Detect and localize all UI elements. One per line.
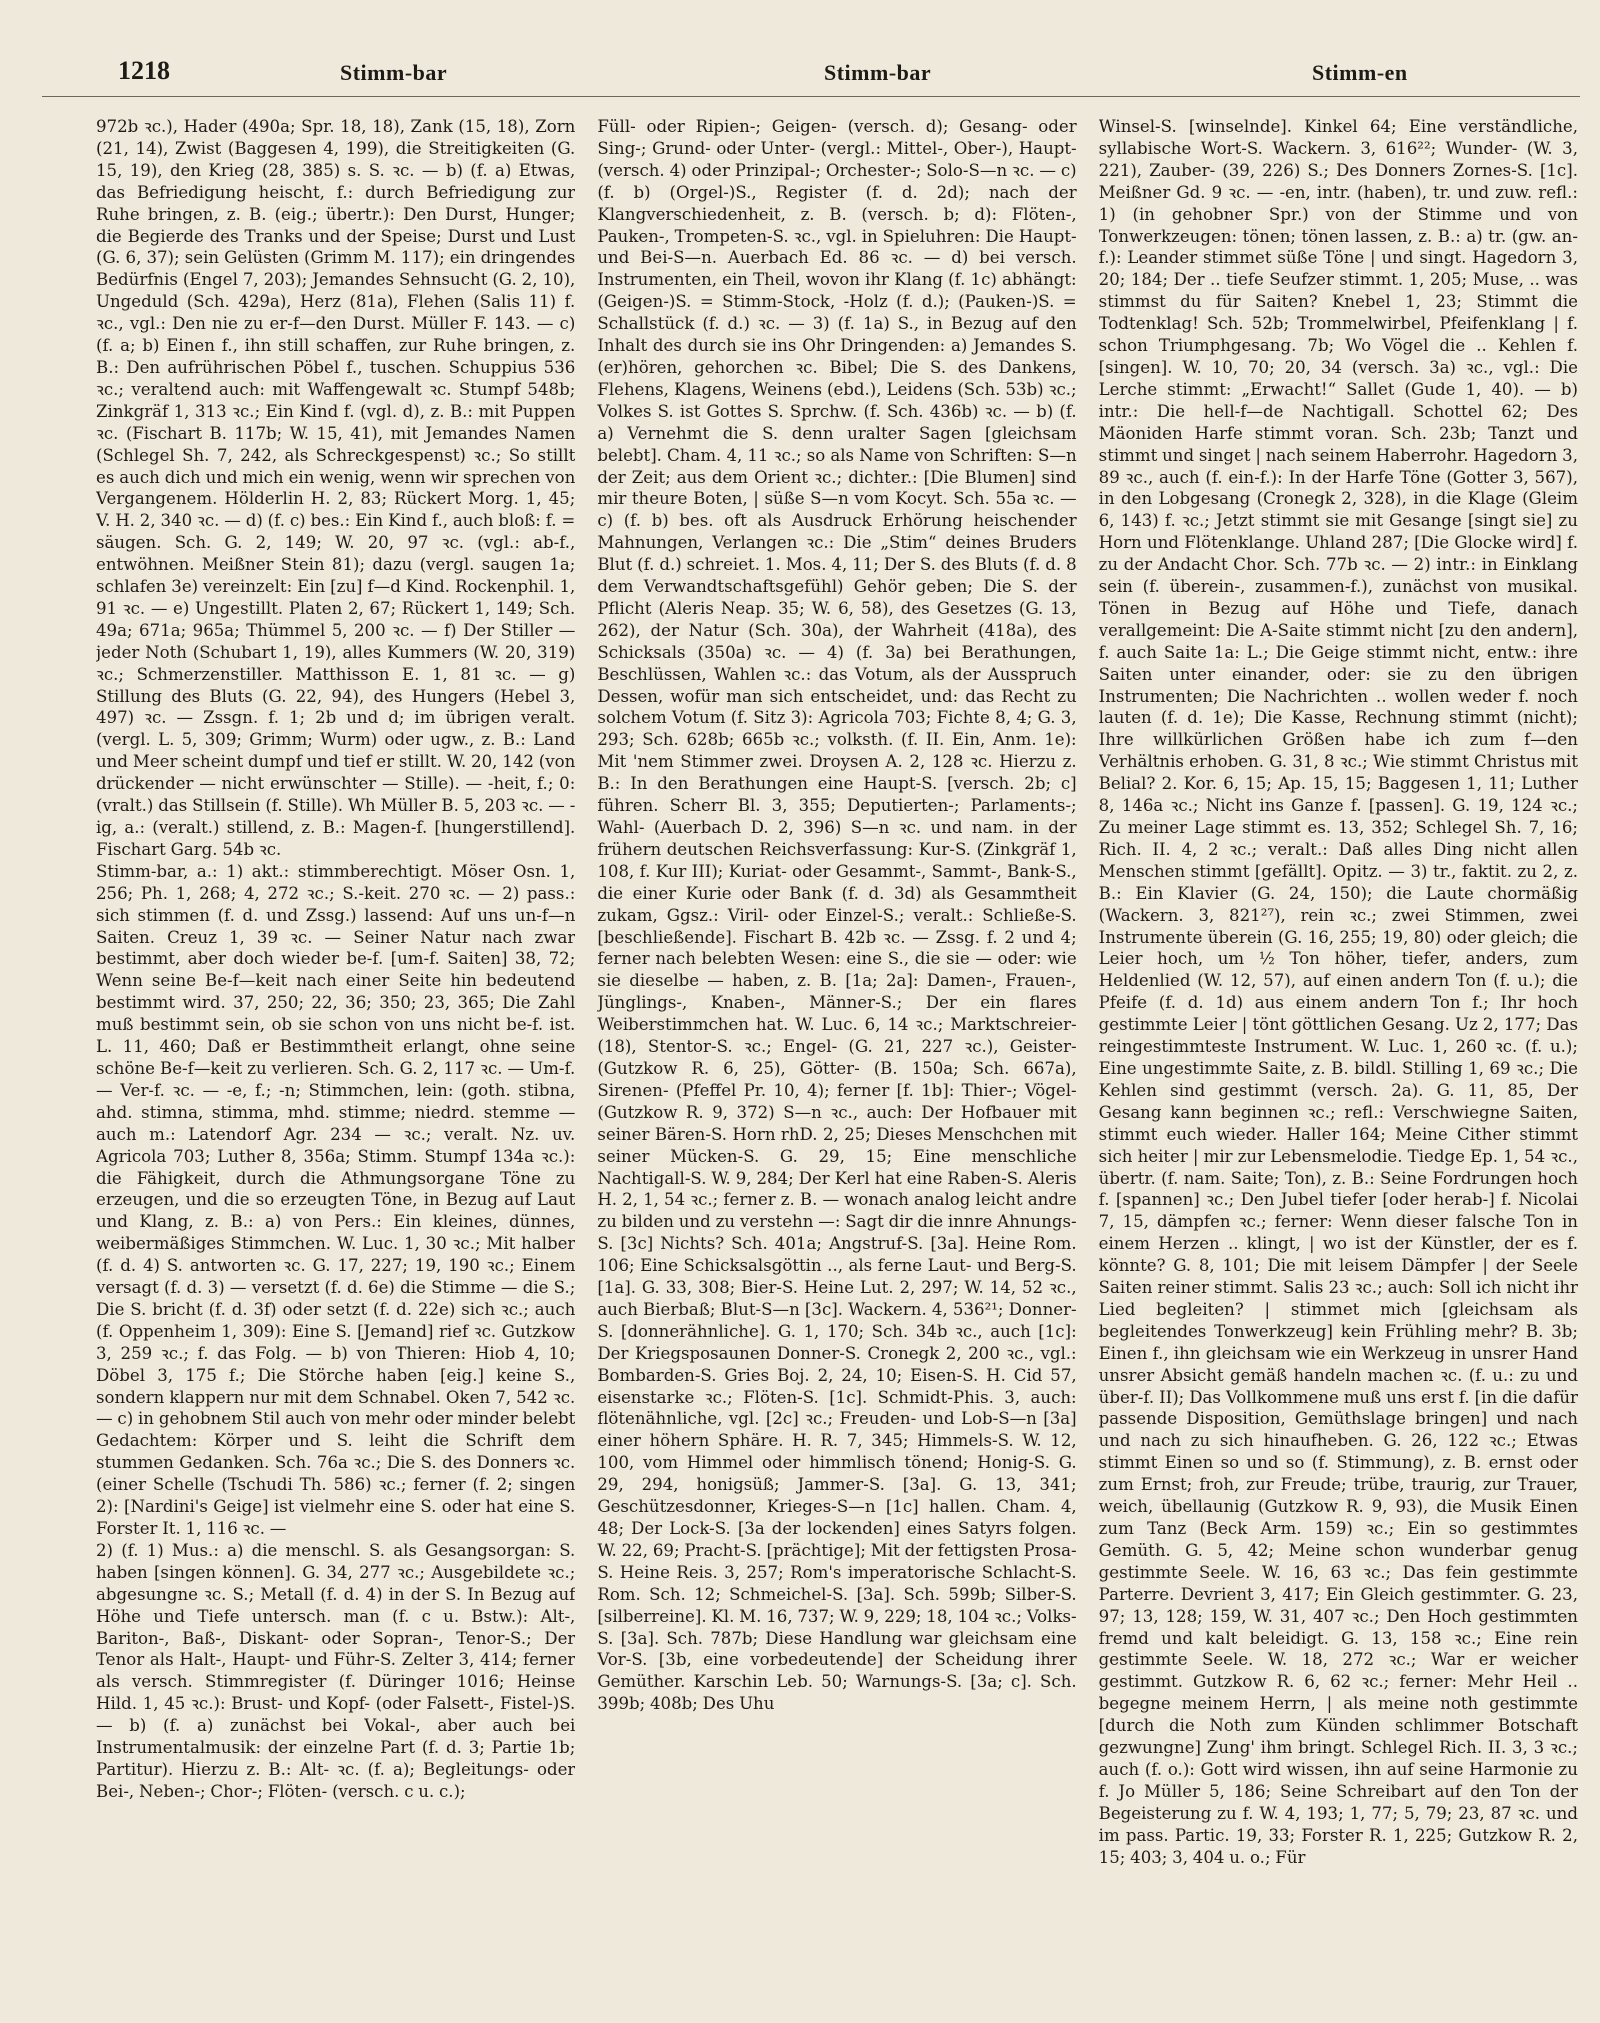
left-running-headword: Stimm-bar: [340, 60, 448, 85]
entry-paragraph: 972b ꝛc.), Hader (490a; Spr. 18, 18), Zank (15, 18), Zorn (21, 14), Zwist (Baggesen 4, 199), die Streitigkeiten (G. 15, 19), den Krieg (28, 385) s. S. ꝛc. — b) (f. a) Etwas, das Befriedigung heischt, f.: durch Befriedigung zur Ruhe bringen, z. B. (eig.; übertr.): Den Durst, Hunger; die Begierde des Tranks und der Speise; Durst und Lust (G. 6, 37); sein Gelüsten (Grimm M. 117); ein dringendes Bedürfnis (Engel 7, 203); Jemandes Sehnsucht (G. 2, 10), Ungeduld (Sch. 429a), Herz (81a), Flehen (Salis 11) f. ꝛc., vgl.: Den nie zu er-f—den Durst. Müller F. 143. — c) (f. a; b) Einen f., ihn still schaffen, zur Ruhe bringen, z. B.: Den aufrührischen Pöbel f., tuschen. Schuppius 536 ꝛc.; veraltend auch: mit Waffengewalt ꝛc. Stumpf 548b; Zinkgräf 1, 313 ꝛc.; Ein Kind f. (vgl. d), z. B.: mit Puppen ꝛc. (Fischart B. 117b; W. 15, 41), mit Jemandes Namen (Schlegel Sh. 7, 242, als Schreckgespenst) ꝛc.; So stillt es auch dich und mich ein wenig, wenn wir sprechen von Vergangenem. Hölderlin H. 2, 83; Rückert Morg. 1, 45; V. H. 2, 340 ꝛc. — d) (f. c) bes.: Ein Kind f., auch bloß: f. = säugen. Sch. G. 2, 149; W. 20, 97 ꝛc. (vgl.: ab-f., entwöhnen. Meißner Stein 81); dazu (vergl. saugen 1a; schlafen 3e) vereinzelt: Ein [zu] f—d Kind. Rockenphil. 1, 91 ꝛc. — e) Ungestillt. Platen 2, 67; Rückert 1, 149; Sch. 49a; 671a; 965a; Thümmel 5, 200 ꝛc. — f) Der Stiller — jeder Noth (Schubart 1, 19), alles Kummers (W. 20, 319) ꝛc.; Schmerzenstiller. Matthisson E. 1, 81 ꝛc. — g) Stillung des Bluts (G. 22, 94), des Hungers (Hebel 3, 497) ꝛc. — Zssgn. f. 1; 2b und d; im übrigen veralt. (vergl. L. 5, 309; Grimm; Wurm) oder ugw., z. B.: Land und Meer scheint dumpf und tief er stillt. W. 20, 142 (von drückender — nicht erwünschter — Stille). — -heit, f.; 0: (vralt.) das Stillsein (f. Stille). Wh Müller B. 5, 203 ꝛc. — -ig, a.: (veralt.) stillend, z. B.: Magen-f. [hungerstillend]. Fischart Garg. 54b ꝛc.: [96, 117, 576, 859]
entry-paragraph: Winsel-S. [winselnde]. Kinkel 64; Eine verständliche, syllabische Wort-S. Wackern. 3, 616²²; Wunder- (W. 3, 221), Zauber- (39, 226) S.; Des Donners Zornes-S. [1c]. Meißner Gd. 9 ꝛc. — -en, intr. (haben), tr. und zuw. refl.: 1) (in gehobner Spr.) von der Stimme und von Tonwerkzeugen: tönen; tönen lassen, z. B.: a) tr. (gw. an-f.): Leander stimmet süße Töne | und singt. Hagedorn 3, 20; 184; Der .. tiefe Seufzer stimmt. 1, 205; Muse, .. was stimmst du für Saiten? Knebel 1, 23; Stimmt die Todtenklag! Sch. 52b; Trommelwirbel, Pfeifenklang | f. schon Triumphgesang. 7b; Wo Vögel die .. Kehlen f. [singen]. W. 10, 70; 20, 34 (versch. 3a) ꝛc., vgl.: Die Lerche stimmt: „Erwacht!“ Sallet (Gude 1, 40). — b) intr.: Die hell-f—de Nachtigall. Schottel 62; Des Mäoniden Harfe stimmt voran. Sch. 23b; Tanzt und stimmt und singet | nach seinem Haberrohr. Hagedorn 3, 89 ꝛc., auch (f. ein-f.): In der Harfe Töne (Gotter 3, 567), in den Lobgesang (Cronegk 2, 328), in die Klage (Gleim 6, 143) f. ꝛc.; Jetzt stimmt sie mit Gesange [singt sie] zu Horn und Flötenklange. Uhland 287; [Die Glocke wird] f. zu der Andacht Chor. Sch. 77b ꝛc. — 2) intr.: in Einklang sein (f. überein-, zusammen-f.), zunächst von musikal. Tönen in Bezug auf Höhe und Tiefe, danach verallgemeint: Die A-Saite stimmt nicht [zu den andern], f. auch Saite 1a: L.; Die Geige stimmt nicht, entw.: ihre Saiten unter einander, oder: sie zu den übrigen Instrumenten; Die Nachrichten .. wollen weder f. noch lauten (f. d. 1e); Die Kasse, Rechnung stimmt (nicht); Ihre willkürlichen Größen habe ich zum f—den Verhältnis erhoben. G. 31, 8 ꝛc.; Wie stimmt Christus mit Belial? 2. Kor. 6, 15; Ap. 15, 15; Baggesen 1, 11; Luther 8, 146a ꝛc.; Nicht ins Ganze f. [passen]. G. 19, 124 ꝛc.; Zu meiner Lage stimmt es. 13, 352; Schlegel Sh. 7, 16; Rich. II. 4, 2 ꝛc.; veralt.: Daß alles Ding nicht allen Menschen stimmt [gefällt]. Opitz. — 3) tr., faktit. zu 2, z. B.: Ein Klavier (G. 24, 150); die Laute chormäßig (Wackern. 3, 821²⁷), rein ꝛc.; zwei Stimmen, zwei Instrumente überein (G. 16, 255; 19, 80) oder gleich; die Leier hoch, um ½ Ton höher, tiefer, anders, zum Heldenlied (W. 12, 57), auf einen andern Ton (f. u.); die Pfeife (f. d. 1d) aus einem andern Ton f.; Ihr hoch gestimmte Leier | tönt göttlichen Gesang. Uz 2, 177; Das reingestimmteste Instrument. W. Luc. 1, 260 ꝛc. (f. u.); Eine ungestimmte Saite, z. B. bildl. Stilling 1, 69 ꝛc.; Die Kehlen sind gestimmt (versch. 2a). G. 11, 85, Der Gesang kann beginnen ꝛc.; refl.: Verschwiegne Saiten, stimmt euch wieder. Haller 164; Meine Cither stimmt sich heiter | mir zur Lebensmelodie. Tiedge Ep. 1, 54 ꝛc., übertr. (f. nam. Saite; Ton), z. B.: Seine Fordrungen hoch f. [spannen] ꝛc.; Den Jubel tiefer [oder herab-] f. Nicolai 7, 15, dämpfen ꝛc.; ferner: Wenn dieser falsche Ton in einem Herzen .. klingt, | wo ist der Künstler, der es f. könnte? G. 8, 101; Die mit leisem Dämpfer | der Seele Saiten reiner stimmt. Salis 23 ꝛc.; auch: Soll ich nicht ihr Lied begleiten? | stimmet mich [gleichsam als begleitendes Tonwerkzeug] kein Frühling mehr? B. 3b; Einen f., ihn gleichsam wie ein Werkzeug in unsrer Hand unsrer Absicht gemäß handeln machen ꝛc. (f. u.: zu und über-f. II); Das Vollkommene muß uns erst f. [in die dafür passende Disposition, Gemüthslage bringen] und nach und nach zu sich hinaufheben. G. 26, 122 ꝛc.; Etwas stimmt Einen so und so (f. Stimmung), z. B. ernst oder zum Ernst; froh, zur Freude; trübe, traurig, zur Trauer, weich, übellaunig (Gutzkow R. 9, 93), die Musik Einen zum Tanz (Beck Arm. 159) ꝛc.; Ein so gestimmtes Gemüth. G. 5, 42; Meine schon wunderbar genug gestimmte Seele. W. 16, 63 ꝛc.; Das fein gestimmte Parterre. Devrient 3, 417; Ein Gleich gestimmter. G. 23, 97; 13, 128; 159, W. 31, 407 ꝛc.; Den Hoch gestimmten fremd und kalt beleidigt. G. 13, 158 ꝛc.; Eine rein gestimmte Seele. W. 18, 272 ꝛc.; War er weicher gestimmt. Gutzkow R. 6, 62 ꝛc.; ferner: Mehr Heil .. begegne meinem Herrn, | als meine noth gestimmte [durch die Noth zum Künden schlimmer Botschaft gezwungne] Zung' ihm bringt. Schlegel Rich. II. 3, 3 ꝛc.; auch (f. o.): Gott wird wissen, ihn auf seine Harmonie zu f. Jo Müller 5, 186; Seine Schreibart auf den Ton der Begeisterung zu f. W. 4, 193; 1, 77; 5, 79; 23, 87 ꝛc. und im pass. Partic. 19, 33; Forster R. 1, 225; Gutzkow R. 2, 15; 403; 3, 404 u. o.; Für: [1098, 117, 1578, 1867]
entry-paragraph: Stimm-bar, a.: 1) akt.: stimmberechtigt. Möser Osn. 1, 256; Ph. 1, 268; 4, 272 ꝛc.; S.-keit. 270 ꝛc. — 2) pass.: sich stimmen (f. d. und Zssg.) lassend: Auf uns un-f—n Saiten. Creuz 1, 39 ꝛc. — Seiner Natur nach zwar bestimmt, aber doch wieder be-f. [um-f. Saiten] 38, 72; Wenn seine Be-f—keit nach einer Seite hin bedeutend bestimmt wird. 37, 250; 22, 36; 350; 23, 365; Die Zahl muß bestimmt sein, ob sie schon von uns nicht be-f. ist. L. 11, 460; Daß er Bestimmtheit erlangt, ohne seine schöne Be-f—keit zu verlieren. Sch. G. 2, 117 ꝛc. — Um-f. — Ver-f. ꝛc. — -e, f.; -n; Stimmchen, lein: (goth. stibna, ahd. stimna, stimma, mhd. stimme; niedrd. stemme — auch m.: Latendorf Agr. 234 — ꝛc.; veralt. Nz. uv. Agricola 703; Luther 8, 356a; Stimm. Stumpf 134a ꝛc.): die Fähigkeit, durch die Athmungsorgane Töne zu erzeugen, und die so erzeugten Töne, in Bezug auf Laut und Klang, z. B.: a) von Pers.: Ein kleines, dünnes, weibermäßiges Stimmchen. W. Luc. 1, 30 ꝛc.; Mit halber (f. d. 4) S. antworten ꝛc. G. 17, 227; 19, 190 ꝛc.; Einem versagt (f. d. 3) — versetzt (f. d. 6e) die Stimme — die S.; Die S. bricht (f. d. 3f) oder setzt (f. d. 22e) sich ꝛc.; auch (f. Oppenheim 1, 309): Eine S. [Jemand] rief ꝛc. Gutzkow 3, 259 ꝛc.; f. das Folg. — b) von Thieren: Hiob 4, 10; Döbel 3, 175 f.; Die Störche haben [eig.] keine S., sondern klappern nur mit dem Schnabel. Oken 7, 542 ꝛc. — c) in gehobnem Stil auch von mehr oder minder belebt Gedachtem: Körper und S. leiht die Schrift dem stummen Gedanken. Sch. 76a ꝛc.; Die S. des Donners ꝛc. (einer Schelle (Tschudi Th. 586) ꝛc.; ferner (f. 2; singen 2): [Nardini's Geige] ist vielmehr eine S. oder hat eine S. Forster It. 1, 116 ꝛc. —: [96, 861, 576, 1538]
page-header: [42, 40, 1580, 97]
column-right: [1099, 116, 1578, 2003]
entry-paragraph: Füll- oder Ripien-; Geigen- (versch. d); Gesang- oder Sing-; Grund- oder Unter- (vergl.: Mittel-, Ober-), Haupt- (versch. 4) oder Prinzipal-; Orchester-; Solo-S—n ꝛc. — c) (f. b) (Orgel-)S., Register (f. d. 2d); nach der Klangverschiedenheit, z. B. (versch. b; d): Flöten-, Pauken-, Trompeten-S. ꝛc., vgl. in Spieluhren: Die Haupt- und Bei-S—n. Auerbach Ed. 86 ꝛc. — d) bei versch. Instrumenten, ein Theil, wovon ihr Klang (f. 1c) abhängt: (Geigen-)S. = Stimm-Stock, -Holz (f. d.); (Pauken-)S. = Schallstück (f. d.) ꝛc. — 3) (f. 1a) S., in Bezug auf den Inhalt des durch sie ins Ohr Dringenden: a) Jemandes S. (er)hören, gehorchen ꝛc. Bibel; Die S. des Dankens, Flehens, Klagens, Weinens (ebd.), Leidens (Sch. 53b) ꝛc.; Volkes S. ist Gottes S. Sprchw. (f. Sch. 436b) ꝛc. — b) (f. a) Vernehmt die S. denn uralter Sagen [gleichsam belebt]. Cham. 4, 11 ꝛc.; so als Name von Schriften: S—n der Zeit; aus dem Orient ꝛc.; dichter.: [Die Blumen] sind mir theure Boten, | süße S—n vom Kocyt. Sch. 55a ꝛc. — c) (f. b) bes. oft als Ausdruck Erhörung heischender Mahnungen, Verlangen ꝛc.: Die „Stim“ deines Bruders Blut (f. d.) schreiet. 1. Mos. 4, 11; Der S. des Bluts (f. d. 8 dem Verwandtschaftsgefühl) Gehör geben; Die S. der Pflicht (Aleris Neap. 35; W. 6, 58), des Gesetzes (G. 13, 262), der Natur (Sch. 30a), der Wahrheit (418a), des Schicksals (350a) ꝛc. — 4) (f. 3a) bei Berathungen, Beschlüssen, Wahlen ꝛc.: das Votum, als der Ausspruch Dessen, wofür man sich entscheidet, und: das Recht zu solchem Votum (f. Sitz 3): Agricola 703; Fichte 8, 4; G. 3, 293; Sch. 628b; 665b ꝛc.; volksth. (f. II. Ein, Anm. 1e): Mit 'nem Stimmer zwei. Droysen A. 2, 128 ꝛc. Hierzu z. B.: In den Berathungen eine Haupt-S. [versch. 2b; c] führen. Scherr Bl. 3, 355; Deputierten-; Parlaments-; Wahl- (Auerbach D. 2, 396) S—n ꝛc. und nam. in der frühern deutschen Reichsverfassung: Kur-S. (Zinkgräf 1, 108, f. Kur III); Kuriat- oder Gesammt-, Sammt-, Bank-S., die einer Kurie oder Bank (f. d. 3d) als Gesammtheit zukam, Ggsz.: Viril- oder Einzel-S.; veralt.: Schließe-S. [beschließende]. Fischart B. 42b ꝛc. — Zssg. f. 2 und 4; ferner nach belebten Wesen: eine S., die sie — oder: wie sie dieselbe — haben, z. B. [1a; 2a]: Damen-, Frauen-, Jünglings-, Knaben-, Männer-S.; Der ein flares Weiberstimmchen hat. W. Luc. 6, 14 ꝛc.; Marktschreier- (18), Stentor-S. ꝛc.; Engel- (G. 21, 227 ꝛc.), Geister- (Gutzkow R. 6, 25), Götter- (B. 150a; Sch. 667a), Sirenen- (Pfeffel Pr. 10, 4); ferner [f. 1b]: Thier-; Vögel- (Gutzkow R. 9, 372) S—n ꝛc., auch: Der Hofbauer mit seiner Bären-S. Horn rhD. 2, 25; Dieses Menschchen mit seiner Mücken-S. G. 29, 15; Eine menschliche Nachtigall-S. W. 9, 284; Der Kerl hat eine Raben-S. Aleris H. 2, 1, 54 ꝛc.; ferner z. B. — wonach analog leicht andre zu bilden und zu verstehn —: Sagt dir die innre Ahnungs-S. [3c] Nichts? Sch. 401a; Angstruf-S. [3a]. Heine Rom. 106; Eine Schicksalsgöttin .., als ferne Laut- und Berg-S. [1a]. G. 33, 308; Bier-S. Heine Lut. 2, 297; W. 14, 52 ꝛc., auch Bierbaß; Blut-S—n [3c]. Wackern. 4, 536²¹; Donner-S. [donnerähnliche]. G. 1, 170; Sch. 34b ꝛc., auch [1c]: Der Kriegsposaunen Donner-S. Cronegk 2, 200 ꝛc., vgl.: Bombarden-S. Gries Boj. 2, 24, 10; Eisen-S. H. Cid 57, eisenstarke ꝛc.; Flöten-S. [1c]. Schmidt-Phis. 3, auch: flötenähnliche, vgl. [2c] ꝛc.; Freuden- und Lob-S—n [3a] einer höhern Sphäre. H. R. 7, 345; Himmels-S. W. 12, 100, vom Himmel oder himmlisch tönend; Honig-S. G. 29, 294, honigsüß; Jammer-S. [3a]. G. 13, 341; Geschützesdonner, Krieges-S—n [1c] hallen. Cham. 4, 48; Der Lock-S. [3a der lockenden] eines Satyrs folgen. W. 22, 69; Pracht-S. [prächtige]; Mit der fettigsten Prosa-S. Heine Reis. 3, 257; Rom's imperatorische Schlacht-S. Rom. Sch. 12; Schmeichel-S. [3a]. Sch. 599b; Silber-S. [silberreine]. Kl. M. 16, 737; W. 9, 229; 18, 104 ꝛc.; Volks-S. [3a]. Sch. 787b; Diese Handlung war gleichsam eine Vor-S. [3b, eine vorbedeutende] der Scheidung ihrer Gemüther. Karschin Leb. 50; Warnungs-S. [3a; c]. Sch. 399b; 408b; Des Uhu: [597, 117, 1077, 1714]
column-left: [96, 116, 575, 2003]
column-middle: [597, 116, 1076, 2003]
right-running-headword: Stimm-en: [1312, 60, 1408, 85]
entry-paragraph: 2) (f. 1) Mus.: a) die menschl. S. als Gesangsorgan: S. haben [singen können]. G. 34, 277 ꝛc.; Ausgebildete ꝛc.; abgesungne ꝛc. S.; Metall (f. d. 4) in der S. In Bezug auf Höhe und Tiefe untersch. man (f. c u. Bstw.): Alt-, Bariton-, Baß-, Diskant- oder Sopran-, Tenor-S.; Der Tenor als Halt-, Haupt- und Führ-S. Zelter 3, 414; ferner als versch. Stimmregister (f. Düringer 1016; Heinse Hild. 1, 45 ꝛc.): Brust- und Kopf- (oder Falsett-, Fistel-)S. — b) (f. a) zunächst bei Vokal-, aber auch bei Instrumentalmusik: der einzelne Part (f. d. 3; Partie 1b; Partitur). Hierzu z. B.: Alt- ꝛc. (f. a); Begleitungs- oder Bei-, Neben-; Chor-; Flöten- (versch. c u. c.);: [96, 1540, 576, 1801]
page-number: 1218: [118, 56, 170, 85]
center-running-headword: Stimm-bar: [824, 60, 932, 85]
text-columns: [96, 116, 1578, 2003]
